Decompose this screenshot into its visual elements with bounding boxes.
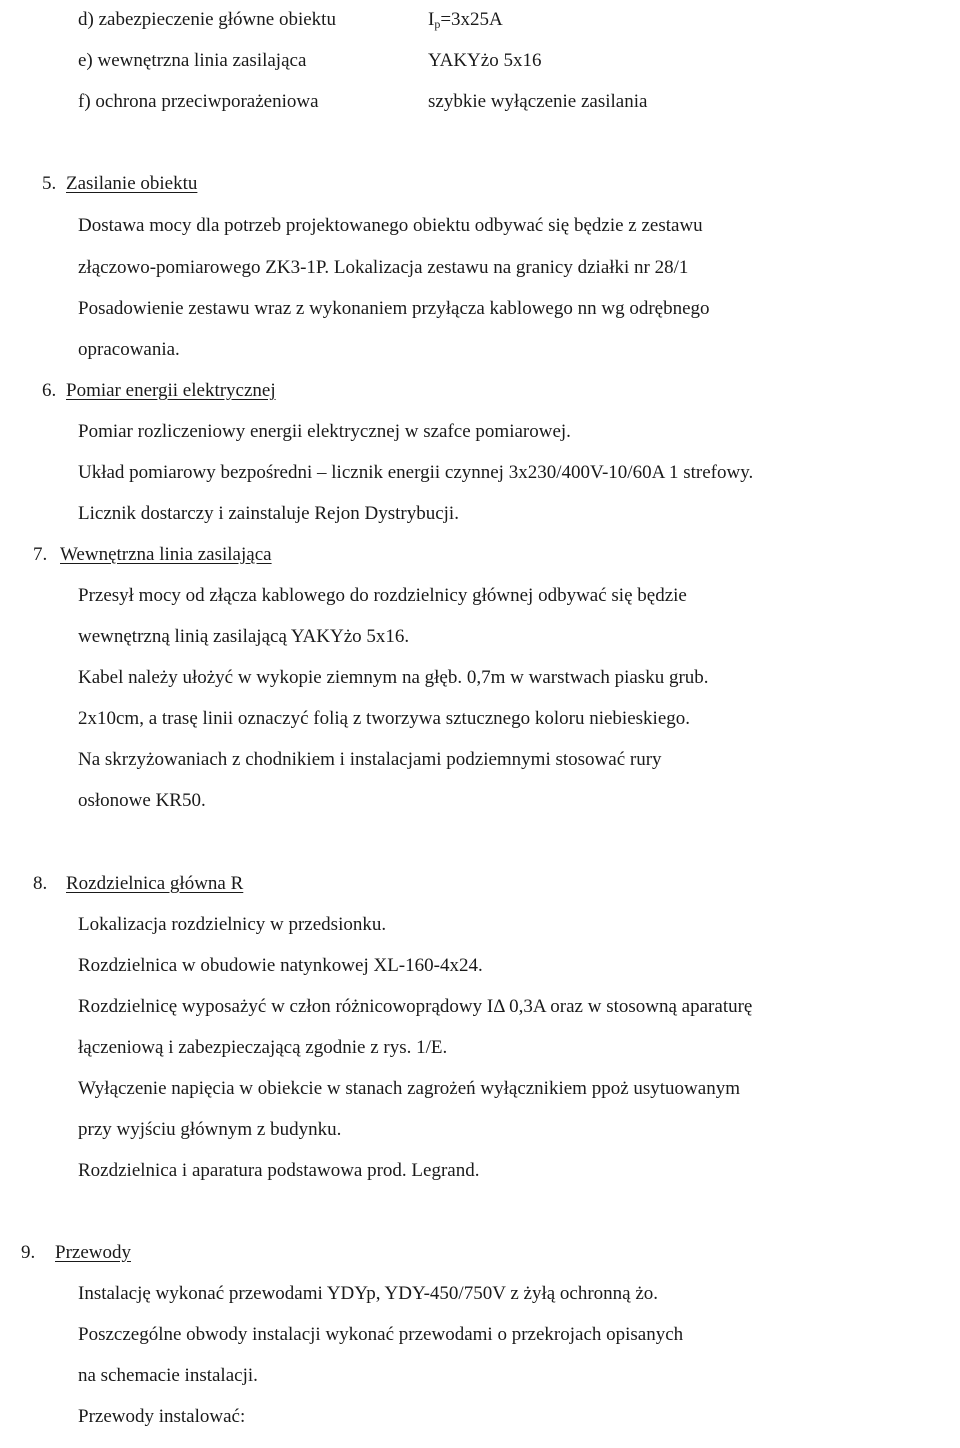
- section-title: Przewody: [55, 1242, 131, 1263]
- paragraph-line: Licznik dostarczy i zainstaluje Rejon Dystrybucji.: [78, 503, 459, 524]
- section-number: 6.: [42, 380, 57, 401]
- section-title: Rozdzielnica główna R: [66, 873, 244, 894]
- section-title: Pomiar energii elektrycznej: [66, 380, 276, 401]
- paragraph-line: łączeniową i zabezpieczającą zgodnie z rys. 1/E.: [78, 1037, 448, 1058]
- paragraph-line: wewnętrzną linią zasilającą YAKYżo 5x16.: [78, 626, 410, 647]
- paragraph-line: Na skrzyżowaniach z chodnikiem i instalacjami podziemnymi stosować rury: [78, 749, 662, 770]
- section-title: Zasilanie obiektu: [66, 173, 198, 194]
- section-number: 8.: [33, 873, 48, 894]
- section-number: 7.: [33, 544, 48, 565]
- paragraph-line: na schemacie instalacji.: [78, 1365, 258, 1386]
- spec-value: $I_p=3x25A$: [428, 9, 503, 31]
- paragraph-line: przy wyjściu głównym z budynku.: [78, 1119, 342, 1140]
- paragraph-line: Rozdzielnicę wyposażyć w człon różnicowoprądowy IΔ 0,3A oraz w stosowną aparaturę: [78, 996, 753, 1017]
- paragraph-line: Układ pomiarowy bezpośredni – licznik energii czynnej 3x230/400V-10/60A 1 strefowy.: [78, 462, 754, 483]
- paragraph-line: Dostawa mocy dla potrzeb projektowanego obiektu odbywać się będzie z zestawu: [78, 215, 703, 236]
- paragraph-line: Poszczególne obwody instalacji wykonać przewodami o przekrojach opisanych: [78, 1324, 684, 1345]
- paragraph-line: Lokalizacja rozdzielnicy w przedsionku.: [78, 914, 387, 935]
- spec-label: d) zabezpieczenie główne obiektu: [78, 9, 336, 30]
- paragraph-line: osłonowe KR50.: [78, 790, 206, 811]
- paragraph-line: Wyłączenie napięcia w obiekcie w stanach zagrożeń wyłącznikiem ppoż usytuowanym: [78, 1078, 740, 1099]
- paragraph-line: Pomiar rozliczeniowy energii elektrycznej w szafce pomiarowej.: [78, 421, 571, 442]
- spec-label: e) wewnętrzna linia zasilająca: [78, 50, 307, 71]
- paragraph-line: 2x10cm, a trasę linii oznaczyć folią z tworzywa sztucznego koloru niebieskiego.: [78, 708, 690, 729]
- spec-value: szybkie wyłączenie zasilania: [428, 91, 648, 112]
- paragraph-line: Przesył mocy od złącza kablowego do rozdzielnicy głównej odbywać się będzie: [78, 585, 687, 606]
- paragraph-line: opracowania.: [78, 339, 180, 360]
- section-title: Wewnętrzna linia zasilająca: [60, 544, 272, 565]
- paragraph-line: złączowo-pomiarowego ZK3-1P. Lokalizacja zestawu na granicy działki nr 28/1: [78, 257, 689, 278]
- paragraph-line: Posadowienie zestawu wraz z wykonaniem przyłącza kablowego nn wg odrębnego: [78, 298, 710, 319]
- paragraph-line: Rozdzielnica w obudowie natynkowej XL-160-4x24.: [78, 955, 483, 976]
- spec-label: f) ochrona przeciwporażeniowa: [78, 91, 319, 112]
- section-number: 9.: [21, 1242, 36, 1263]
- paragraph-line: Rozdzielnica i aparatura podstawowa prod. Legrand.: [78, 1160, 480, 1181]
- paragraph-line: Kabel należy ułożyć w wykopie ziemnym na głęb. 0,7m w warstwach piasku grub.: [78, 667, 709, 688]
- paragraph-line: Instalację wykonać przewodami YDYp, YDY-450/750V z żyłą ochronną żo.: [78, 1283, 659, 1304]
- spec-value: YAKYżo 5x16: [428, 50, 542, 71]
- section-number: 5.: [42, 173, 57, 194]
- paragraph-line: Przewody instalować:: [78, 1406, 246, 1427]
